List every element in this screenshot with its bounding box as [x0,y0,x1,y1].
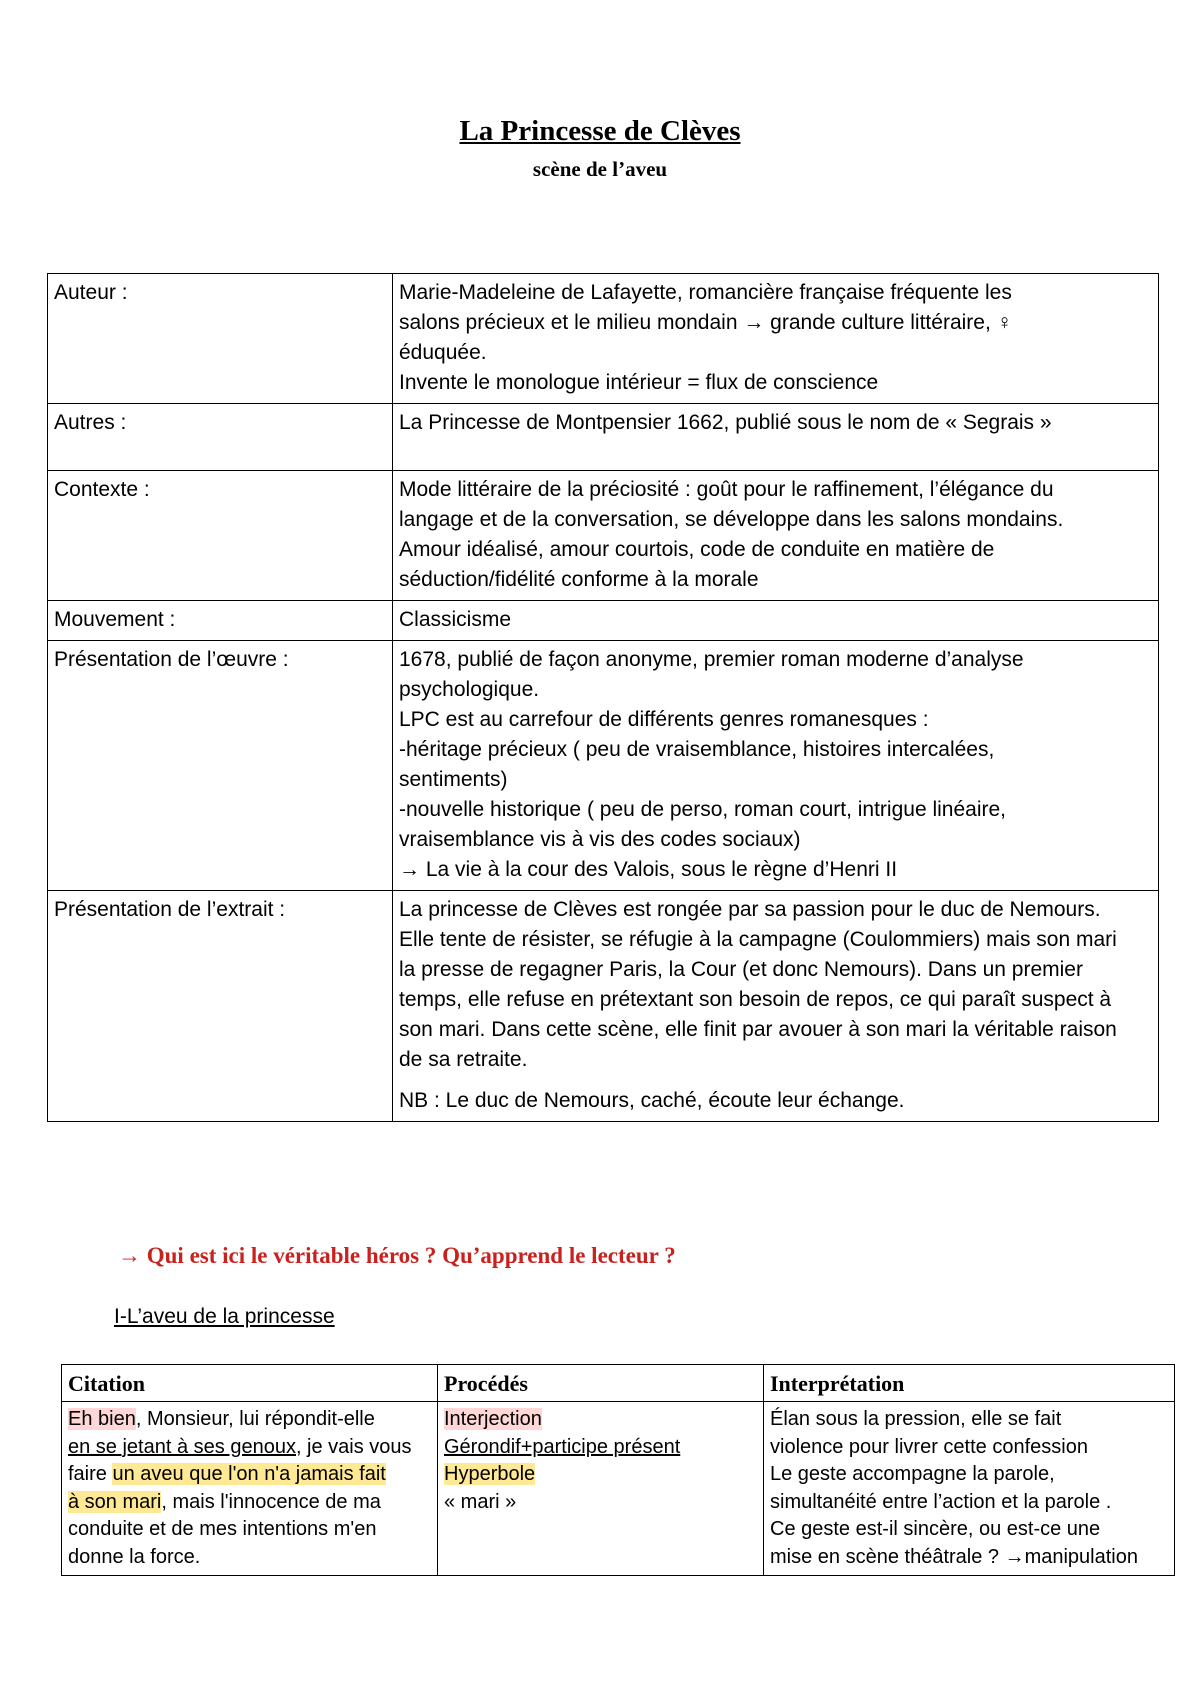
text-line: 1678, publié de façon anonyme, premier roman moderne d’analyse [399,648,1024,671]
table-row [48,601,1159,641]
highlight-hyperbole: un aveu que l'on n'a jamais fait [112,1463,386,1485]
highlight-interjection: Eh bien [68,1408,136,1430]
table-row [48,471,1159,601]
procede-gerondif: Gérondif+participe présent [444,1435,681,1458]
text-line [68,1461,431,1489]
text-line: son mari. Dans cette scène, elle finit par avouer à son mari la véritable raison [399,1018,1117,1041]
underlined-gerund: en se jetant à ses genoux, [68,1435,302,1458]
text-line: Marie-Madeleine de Lafayette, romancière française fréquente les [399,281,1012,304]
text-span: je vais vous [301,1435,412,1458]
text-span: , mais l'innocence de ma [161,1490,381,1513]
row-label: Mouvement : [48,601,393,641]
text-line: séduction/fidélité conforme à la morale [399,568,759,591]
row-label: Contexte : [48,471,393,601]
text-line [68,1406,431,1434]
text-line: donne la force. [68,1545,201,1568]
text-span: faire [68,1463,113,1485]
text-line: langage et de la conversation, se développe dans les salons mondains. [399,508,1064,531]
column-header-citation: Citation [62,1365,438,1402]
text-line: éduquée. [399,341,487,364]
text-line: temps, elle refuse en prétextant son besoin de repos, ce qui paraît suspect à [399,988,1112,1011]
text-line: violence pour livrer cette confession [770,1435,1088,1458]
text-line: -héritage précieux ( peu de vraisemblance, histoires intercalées, [399,738,995,761]
text-line: mise en scène théâtrale ? →manipulation [770,1545,1138,1568]
text-line: de sa retraite. [399,1048,528,1071]
row-content [393,641,1159,891]
row-content [393,891,1159,1122]
procede-interjection: Interjection [444,1408,542,1430]
text-span: , Monsieur, lui répondit-elle [135,1408,375,1430]
text-line: -nouvelle historique ( peu de perso, roman court, intrigue linéaire, [399,798,1007,821]
text-line: → La vie à la cour des Valois, sous le règne d’Henri II [399,858,898,881]
text-line: La princesse de Clèves est rongée par sa passion pour le duc de Nemours. [399,898,1101,921]
text-line: Ce geste est-il sincère, ou est-ce une [770,1518,1101,1540]
text-line: LPC est au carrefour de différents genres romanesques : [399,708,929,731]
highlight-hyperbole-end: à son mari [68,1490,162,1513]
row-content [393,601,1159,641]
guiding-question: → Qui est ici le véritable héros ? Qu’apprend le lecteur ? [118,1243,676,1268]
row-label: Auteur : [48,274,393,404]
analysis-table [61,1364,1175,1576]
text-line: Élan sous la pression, elle se fait [770,1408,1062,1430]
row-content [393,471,1159,601]
text-line: Le geste accompagne la parole, [770,1463,1055,1485]
section-title: I-L’aveu de la princesse [114,1305,335,1328]
text-line: simultanéité entre l’action et la parole . [770,1490,1112,1513]
text-line: Classicisme [399,608,512,631]
table-row [48,274,1159,404]
text-line: La Princesse de Montpensier 1662, publié sous le nom de « Segrais » [399,411,1052,434]
info-table [47,273,1159,1122]
column-header-procedes: Procédés [438,1365,764,1402]
table-row [48,404,1159,471]
document-title: La Princesse de Clèves [459,115,741,147]
interpretation-cell [764,1402,1175,1576]
table-row [48,891,1159,1122]
text-line [444,1434,757,1462]
row-content [393,274,1159,404]
text-line [68,1434,431,1462]
text-line [444,1406,757,1434]
row-label: Présentation de l’œuvre : [48,641,393,891]
procede-hyperbole: Hyperbole [444,1463,536,1485]
text-line: vraisemblance vis à vis des codes sociaux) [399,828,801,851]
row-label: Autres : [48,404,393,471]
row-label: Présentation de l’extrait : [48,891,393,1122]
text-line: sentiments) [399,768,508,791]
text-line [444,1461,757,1489]
text-line: Elle tente de résister, se réfugie à la campagne (Coulommiers) mais son mari [399,928,1117,951]
procede-mari: « mari » [444,1490,517,1513]
row-content [393,404,1159,471]
column-header-interpretation: Interprétation [764,1365,1175,1402]
text-line: Amour idéalisé, amour courtois, code de conduite en matière de [399,538,995,561]
text-line: psychologique. [399,678,540,701]
table-row [48,641,1159,891]
table-header-row [62,1365,1175,1402]
note-line: NB : Le duc de Nemours, caché, écoute leur échange. [399,1089,905,1112]
text-line: Mode littéraire de la préciosité : goût pour le raffinement, l’élégance du [399,478,1054,501]
text-line [68,1489,431,1517]
citation-cell [62,1402,438,1576]
text-line: salons précieux et le milieu mondain → grande culture littéraire, ♀ [399,311,1013,334]
document-subtitle: scène de l’aveu [532,157,668,181]
text-line: Invente le monologue intérieur = flux de conscience [399,371,879,394]
text-line: conduite et de mes intentions m'en [68,1518,377,1540]
procedes-cell [438,1402,764,1576]
text-line: la presse de regagner Paris, la Cour (et donc Nemours). Dans un premier [399,958,1083,981]
table-row [62,1402,1175,1576]
